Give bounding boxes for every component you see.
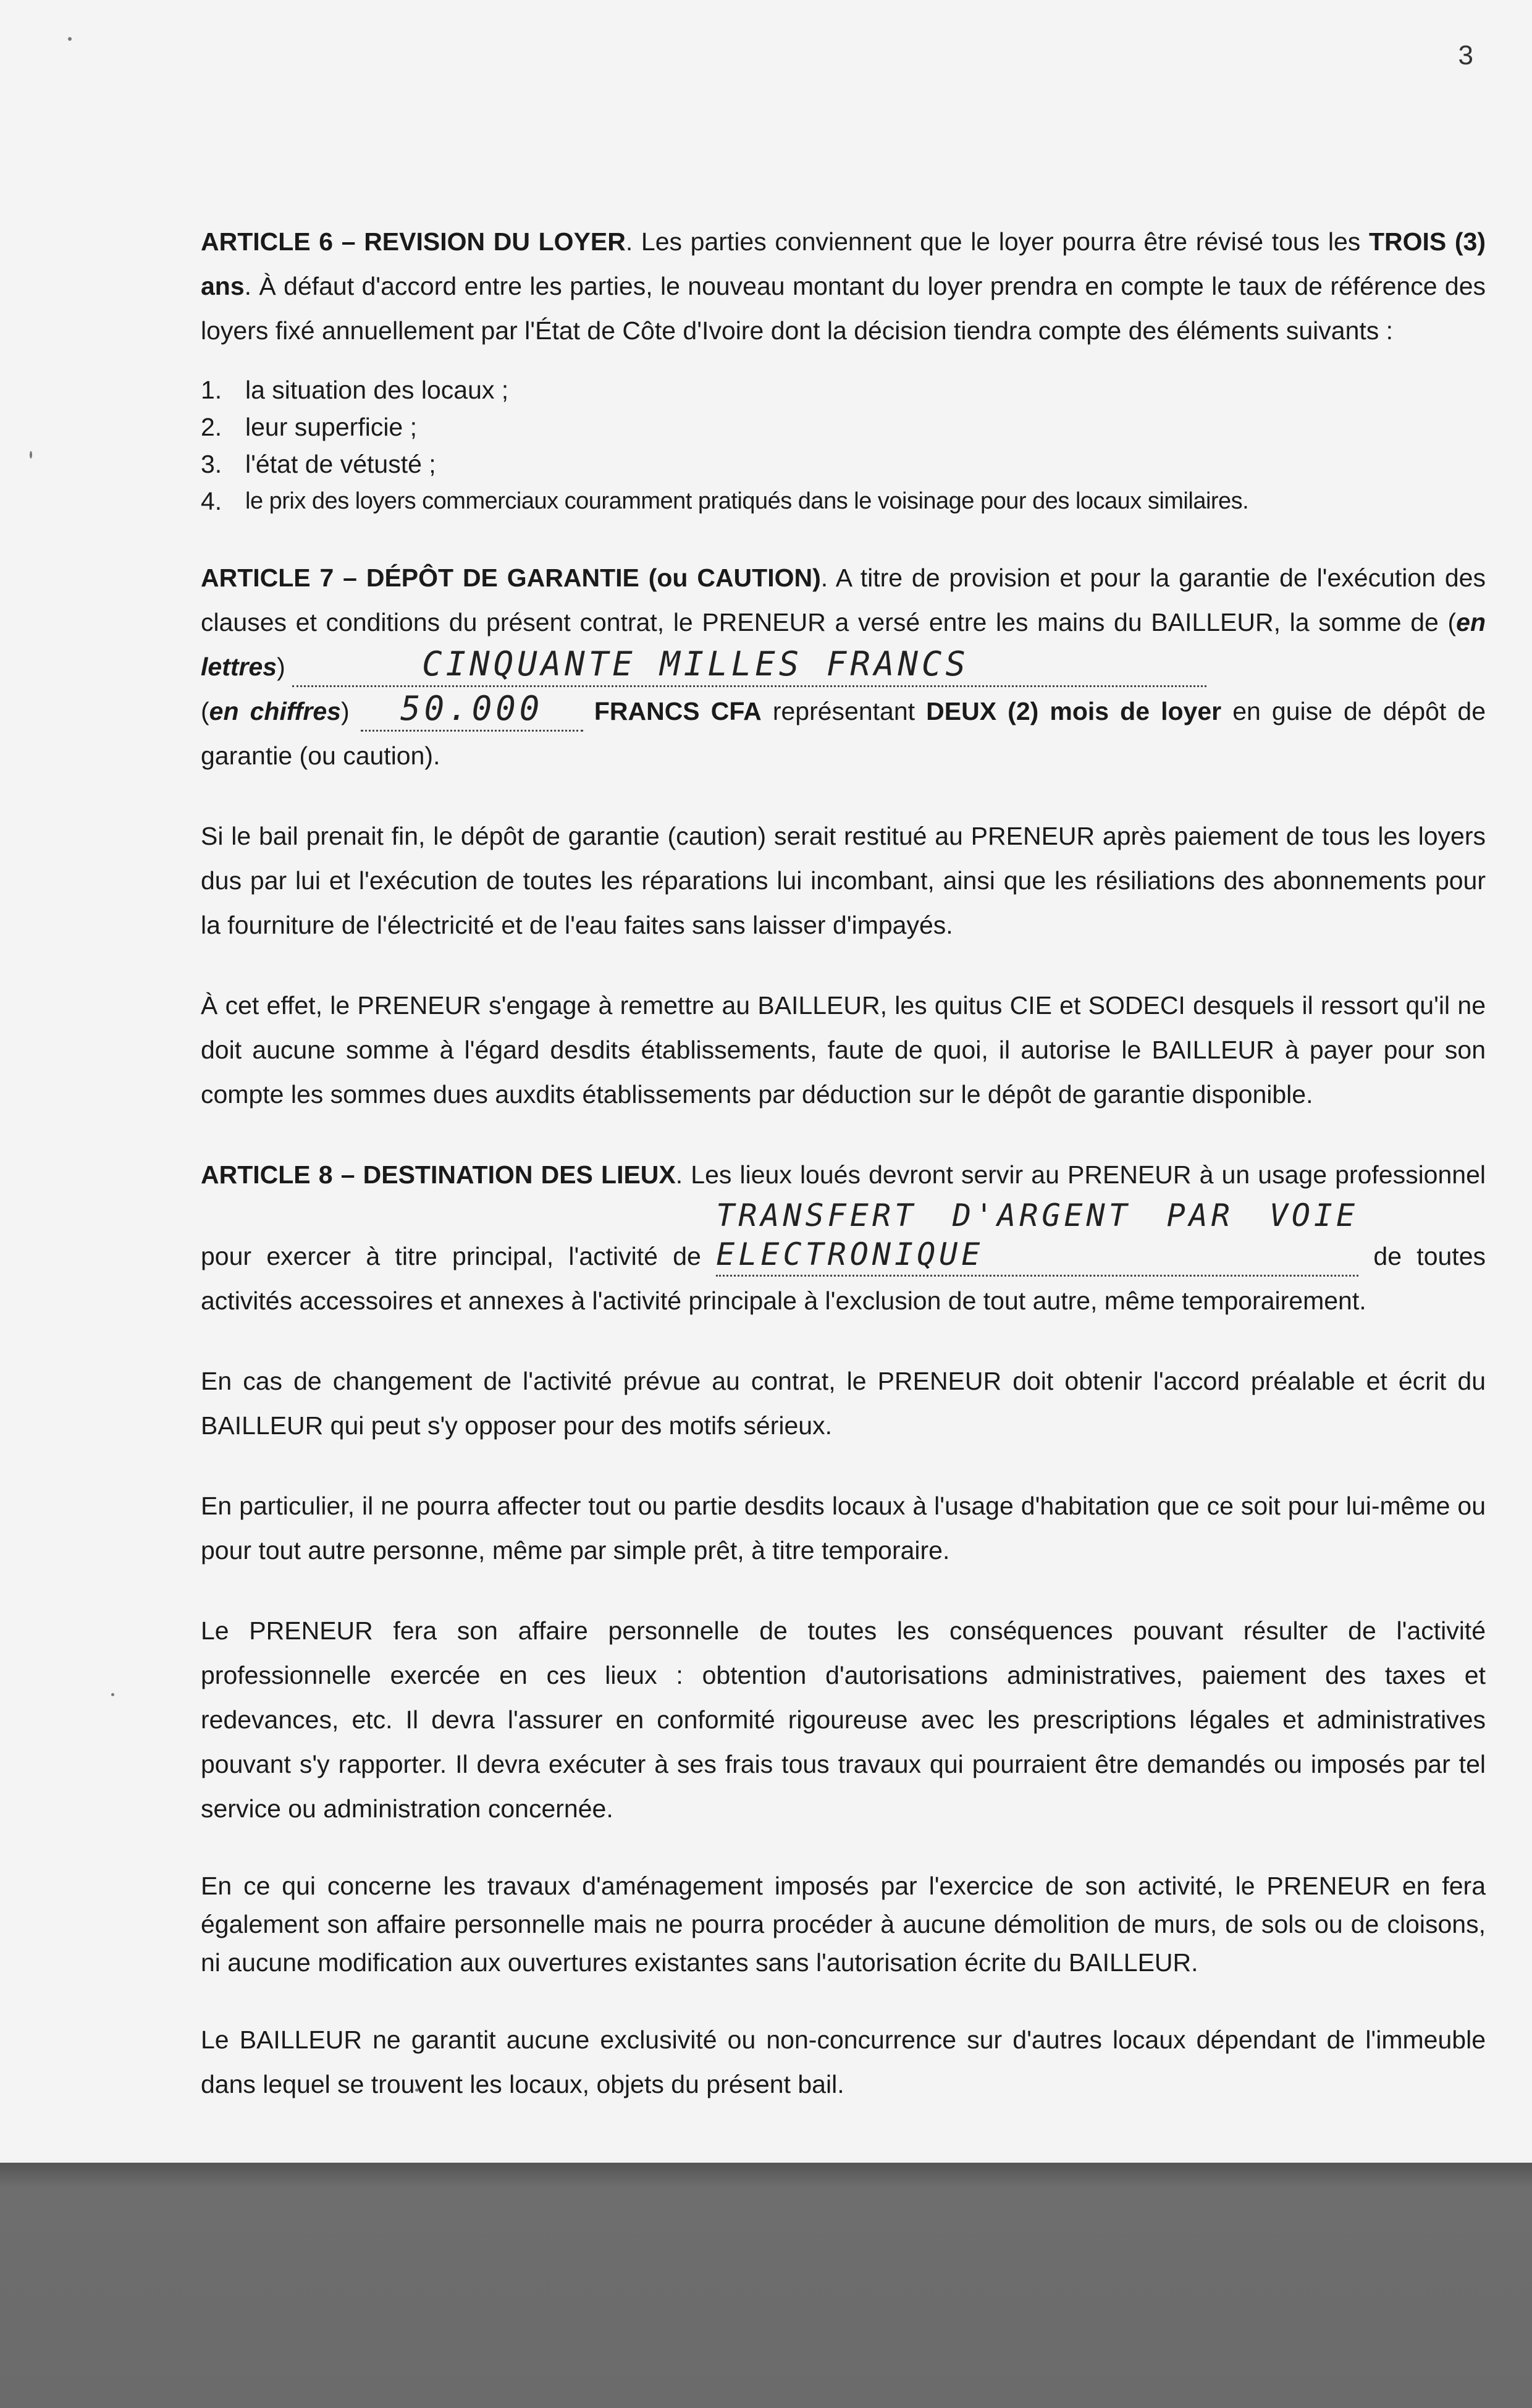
article-8-paragraph-6: Le BAILLEUR ne garantit aucune exclusivité ou non-concurrence sur d'autres locaux dépendant de l'immeuble dans lequel se trouvent les locaux, objets du présent bail.	[201, 2026, 1486, 2098]
en-lettres-label: en lettres	[201, 608, 1486, 681]
article-8-text-2: de toutes activités accessoires et annexes à l'activité principale à l'exclusion de tout autre, même temporairement.	[201, 1242, 1486, 1315]
article-8-text-1: . Les lieux loués devront servir au PRENEUR à un usage professionnel pour exercer à titre principal, l'activité de	[201, 1160, 1486, 1270]
scan-speck	[111, 1693, 114, 1696]
article-8	[201, 1152, 1486, 1323]
article-7-heading: ARTICLE 7 – DÉPÔT DE GARANTIE (ou CAUTION)	[201, 564, 821, 592]
list-item: 3. l'état de vétusté ;	[201, 450, 436, 478]
activity-field	[716, 1197, 1358, 1277]
scan-speck	[30, 451, 32, 458]
amount-words-handwritten: CINQUANTE MILLES FRANCS	[422, 644, 969, 683]
page-number: 3	[1458, 40, 1473, 70]
en-chiffres-label: en chiffres	[209, 697, 341, 725]
activity-handwritten: TRANSFERT D'ARGENT PAR VOIE ELECTRONIQUE	[716, 1198, 1359, 1272]
revision-period: TROIS (3) ans	[201, 227, 1486, 300]
article-6	[201, 219, 1486, 353]
article-7-paragraph-2: Si le bail prenait fin, le dépôt de garantie (caution) serait restitué au PRENEUR après paiement de tous les loyers dus par lui et l'exécution de toutes les réparations lui incombant, ainsi que les résiliations des abonnements pour la fourniture de l'électricité et de l'eau faites sans laisser d'impayés.	[201, 822, 1486, 939]
amount-words-field	[292, 646, 1206, 687]
scanner-background	[0, 2163, 1532, 2408]
article-8-paragraph-2: En cas de changement de l'activité prévue au contrat, le PRENEUR doit obtenir l'accord préalable et écrit du BAILLEUR qui peut s'y opposer pour des motifs sérieux.	[201, 1367, 1486, 1440]
list-item: 4. le prix des loyers commerciaux couramment pratiqués dans le voisinage pour des locaux similaires.	[201, 487, 1249, 515]
article-6-text-2: . À défaut d'accord entre les parties, le nouveau montant du loyer prendra en compte le taux de référence des loyers fixé annuellement par l'État de Côte d'Ivoire dont la décision tiendra compte des éléments suivants :	[201, 272, 1486, 345]
article-8-paragraph-4: Le PRENEUR fera son affaire personnelle de toutes les conséquences pouvant résulter de l'activité professionnelle exercée en ces lieux : obtention d'autorisations administratives, paiement des taxes et redevances, etc. Il devra l'assurer en conformité rigoureuse avec les prescriptions légales et administratives pouvant s'y rapporter. Il devra exécuter à ses frais tous travaux qui pourraient être demandés ou imposés par tel service ou administration concernée.	[201, 1616, 1486, 1823]
article-8-paragraph-3: En particulier, il ne pourra affecter tout ou partie desdits locaux à l'usage d'habitation que ce soit pour lui-même ou pour tout autre personne, même par simple prêt, à titre temporaire.	[201, 1492, 1486, 1565]
article-7-text-1: . A titre de provision et pour la garantie de l'exécution des clauses et conditions du présent contrat, le PRENEUR a versé entre les mains du BAILLEUR, la somme de (	[201, 564, 1486, 636]
lease-contract-body	[201, 219, 1486, 2142]
article-6-heading: ARTICLE 6 – REVISION DU LOYER	[201, 227, 626, 256]
amount-digits-field	[361, 690, 583, 732]
article-8-heading: ARTICLE 8 – DESTINATION DES LIEUX	[201, 1160, 676, 1189]
amount-digits-handwritten: 50.000	[400, 689, 544, 728]
deposit-months: DEUX (2) mois de loyer	[926, 697, 1222, 725]
article-7: ARTICLE 7 – DÉPÔT DE GARANTIE (ou CAUTION). A titre de provision et pour la garantie de l'exécution des clauses et conditions du présent contrat, le PRENEUR a versé entre les mains du BAILLEUR, la somme de (en lettres) CINQUANTE MILLES FRANCS (en chiffres) 50.000 FRANCS CFA représentant DEUX (2) mois de loyer en guise de dépôt de garantie (ou caution).	[201, 564, 1486, 770]
revision-criteria-list	[201, 371, 1486, 520]
article-8-paragraph-5: En ce qui concerne les travaux d'aménagement imposés par l'exercice de son activité, le PRENEUR en fera également son affaire personnelle mais ne pourra procéder à aucune démolition de murs, de sols ou de cloisons, ni aucune modification aux ouvertures existantes sans l'autorisation écrite du BAILLEUR.	[201, 1872, 1486, 1977]
list-item: 1. la situation des locaux ;	[201, 376, 509, 404]
list-item: 2. leur superficie ;	[201, 413, 418, 441]
article-6-text-1: . Les parties conviennent que le loyer pourra être révisé tous les	[625, 227, 1369, 256]
scan-speck	[68, 37, 72, 41]
article-7-paragraph-3: À cet effet, le PRENEUR s'engage à remettre au BAILLEUR, les quitus CIE et SODECI desquels il ressort qu'il ne doit aucune somme à l'égard desdits établissements, faute de quoi, il autorise le BAILLEUR à payer pour son compte les sommes dues auxdits établissements par déduction sur le dépôt de garantie disponible.	[201, 991, 1486, 1109]
